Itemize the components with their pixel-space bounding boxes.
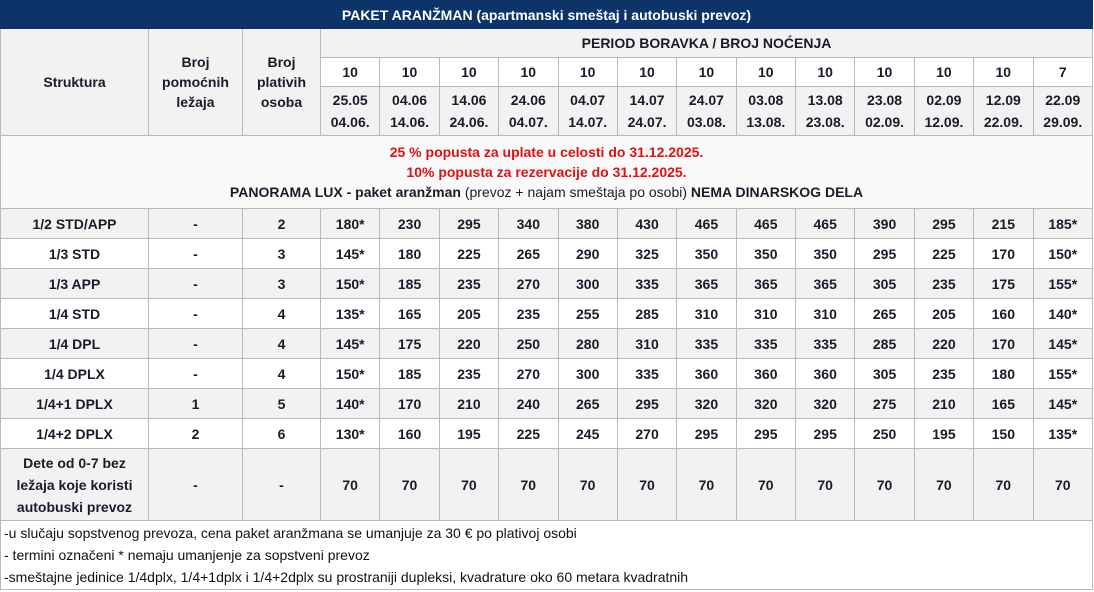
price-cell: 250 [499,329,558,359]
nights-count: 10 [855,58,914,87]
note-asterisk: - termini označeni * nemaju umanjenje za sopstveni prevoz [4,547,370,563]
price-cell: 235 [914,359,973,389]
price-cell: 320 [736,389,795,419]
period-from: 14.06 [451,92,487,108]
price-cell: 290 [558,239,617,269]
price-cell: 70 [974,449,1033,521]
price-cell: 255 [558,299,617,329]
nights-count: 10 [321,58,380,87]
structure-cell: 1/4+2 DPLX [1,419,149,449]
promo-line-3 [1,182,1092,202]
period-to: 12.09. [924,114,964,130]
paying-persons-cell: 3 [243,269,321,299]
price-cell: 195 [439,419,498,449]
price-cell: 150* [321,359,380,389]
price-cell: 295 [914,209,973,239]
promo-block [1,136,1093,209]
no-dinar-part: NEMA DINARSKOG DELA [690,184,864,200]
price-cell: 325 [617,239,676,269]
period-to: 14.07. [568,114,608,130]
price-cell: 70 [380,449,439,521]
price-cell: 175 [974,269,1033,299]
price-cell: 265 [558,389,617,419]
structure-cell: 1/3 APP [1,269,149,299]
period-from: 03.08 [748,92,784,108]
promo-line-2: 10% popusta za rezervacije do 31.12.2025. [406,164,687,180]
price-cell: 205 [914,299,973,329]
paying-persons-cell: 6 [243,419,321,449]
paying-persons-cell: 4 [243,299,321,329]
price-cell: 70 [796,449,855,521]
note-own-transport: -u slučaju sopstvenog prevoza, cena paket aranžmana se umanjuje za 30 € po plativoj osobi [4,525,577,541]
period-to: 13.08. [746,114,786,130]
extra-beds-cell: 2 [149,419,243,449]
price-cell: 270 [499,269,558,299]
price-cell: 285 [855,329,914,359]
price-cell: 135* [321,299,380,329]
price-cell: 295 [617,389,676,419]
period-to: 24.07. [627,114,667,130]
price-cell: 295 [677,419,736,449]
price-cell: 285 [617,299,676,329]
extra-beds-cell: - [149,329,243,359]
nights-count: 10 [677,58,736,87]
header-plativih-osoba: Broj plativih osoba [243,29,321,136]
header-struktura: Struktura [1,29,149,136]
price-cell: 160 [380,419,439,449]
price-cell: 150* [321,269,380,299]
period-to: 22.09. [983,114,1023,130]
price-cell: 145* [321,239,380,269]
price-cell: 365 [736,269,795,299]
paying-persons-cell: 3 [243,239,321,269]
price-cell: 295 [736,419,795,449]
promo-line-1: 25 % popusta za uplate u celosti do 31.12.2025. [389,144,704,160]
price-cell: 230 [380,209,439,239]
period-dates [796,87,855,136]
paying-persons-cell: 5 [243,389,321,419]
period-dates [321,87,380,136]
structure-cell: Dete od 0-7 bez ležaja koje koristi autobuski prevoz [1,449,149,521]
price-cell: 220 [439,329,498,359]
price-cell: 275 [855,389,914,419]
price-cell: 245 [558,419,617,449]
price-cell: 300 [558,269,617,299]
price-cell: 465 [736,209,795,239]
period-from: 13.08 [807,92,843,108]
price-cell: 335 [617,269,676,299]
price-cell: 170 [974,239,1033,269]
price-cell: 390 [855,209,914,239]
price-cell: 195 [914,419,973,449]
price-cell: 465 [796,209,855,239]
table-row [1,359,1093,389]
package-name: PANORAMA LUX - paket aranžman [229,184,461,200]
period-from: 02.09 [926,92,962,108]
period-to: 29.09. [1043,114,1083,130]
structure-cell: 1/4 STD [1,299,149,329]
price-cell: 350 [736,239,795,269]
price-cell: 135* [1033,419,1093,449]
price-cell: 145* [1033,329,1093,359]
price-cell: 350 [796,239,855,269]
price-cell: 70 [499,449,558,521]
table-row [1,209,1093,239]
extra-beds-cell: - [149,269,243,299]
nights-count: 10 [914,58,973,87]
price-cell: 335 [736,329,795,359]
period-to: 14.06. [390,114,430,130]
price-cell: 280 [558,329,617,359]
child-row [1,449,1093,521]
structure-cell: 1/2 STD/APP [1,209,149,239]
period-from: 04.06 [392,92,428,108]
period-dates [855,87,914,136]
nights-count: 10 [796,58,855,87]
price-cell: 360 [677,359,736,389]
price-cell: 295 [796,419,855,449]
price-cell: 250 [855,419,914,449]
price-cell: 70 [677,449,736,521]
period-dates [380,87,439,136]
period-to: 03.08. [686,114,726,130]
price-cell: 70 [1033,449,1093,521]
price-cell: 320 [796,389,855,419]
price-cell: 165 [974,389,1033,419]
price-cell: 165 [380,299,439,329]
price-cell: 380 [558,209,617,239]
price-cell: 360 [796,359,855,389]
period-to: 02.09. [865,114,905,130]
price-cell: 170 [380,389,439,419]
paying-persons-cell: 4 [243,359,321,389]
price-cell: 265 [499,239,558,269]
structure-cell: 1/3 STD [1,239,149,269]
price-cell: 365 [677,269,736,299]
price-cell: 155* [1033,269,1093,299]
price-cell: 320 [677,389,736,419]
price-cell: 270 [499,359,558,389]
period-from: 14.07 [629,92,665,108]
period-to: 24.06. [449,114,489,130]
structure-cell: 1/4+1 DPLX [1,389,149,419]
price-cell: 335 [617,359,676,389]
price-cell: 220 [914,329,973,359]
price-cell: 265 [855,299,914,329]
price-cell: 210 [914,389,973,419]
extra-beds-cell: - [149,239,243,269]
price-cell: 295 [855,239,914,269]
price-cell: 180 [974,359,1033,389]
price-cell: 235 [439,359,498,389]
price-cell: 310 [796,299,855,329]
price-cell: 145* [1033,389,1093,419]
price-cell: 270 [617,419,676,449]
period-dates [617,87,676,136]
price-cell: 170 [974,329,1033,359]
price-cell: 225 [914,239,973,269]
price-cell: 465 [677,209,736,239]
table-row [1,389,1093,419]
period-dates [1033,87,1093,136]
price-cell: 70 [855,449,914,521]
period-dates [499,87,558,136]
note-duplex: -smeštajne jedinice 1/4dplx, 1/4+1dplx i 1/4+2dplx su prostraniji dupleksi, kvadrature oko 60 metara kvadratnih [4,569,689,585]
price-cell: 210 [439,389,498,419]
nights-count: 10 [617,58,676,87]
price-cell: 70 [914,449,973,521]
extra-beds-cell: - [149,449,243,521]
price-cell: 70 [558,449,617,521]
table-title: PAKET ARANŽMAN (apartmanski smeštaj i autobuski prevoz) [1,1,1093,29]
extra-beds-cell: - [149,209,243,239]
price-cell: 235 [439,269,498,299]
price-cell: 150* [1033,239,1093,269]
period-dates [558,87,617,136]
nights-count: 10 [974,58,1033,87]
nights-count: 10 [380,58,439,87]
price-cell: 335 [677,329,736,359]
period-to: 23.08. [805,114,845,130]
price-cell: 235 [914,269,973,299]
price-cell: 300 [558,359,617,389]
price-cell: 145* [321,329,380,359]
price-cell: 175 [380,329,439,359]
price-cell: 70 [736,449,795,521]
price-cell: 180 [380,239,439,269]
price-cell: 140* [321,389,380,419]
price-cell: 305 [855,359,914,389]
price-cell: 340 [499,209,558,239]
price-cell: 225 [499,419,558,449]
price-cell: 310 [617,329,676,359]
price-cell: 295 [439,209,498,239]
period-from: 23.08 [867,92,903,108]
nights-count: 10 [499,58,558,87]
price-cell: 430 [617,209,676,239]
period-to: 04.07. [508,114,548,130]
price-cell: 130* [321,419,380,449]
price-cell: 185 [380,359,439,389]
table-row [1,239,1093,269]
price-cell: 365 [796,269,855,299]
period-from: 22.09 [1045,92,1081,108]
table-row [1,329,1093,359]
structure-cell: 1/4 DPLX [1,359,149,389]
price-cell: 235 [499,299,558,329]
notes [1,521,1093,590]
price-cell: 70 [439,449,498,521]
header-pomocni-lezaji: Broj pomoćnih ležaja [149,29,243,136]
paying-persons-cell: - [243,449,321,521]
package-description: (prevoz + najam smeštaja po osobi) [460,184,691,200]
price-cell: 180* [321,209,380,239]
period-to: 04.06. [330,114,370,130]
nights-count: 10 [439,58,498,87]
price-cell: 305 [855,269,914,299]
price-cell: 185 [380,269,439,299]
period-dates [736,87,795,136]
price-cell: 225 [439,239,498,269]
price-cell: 150 [974,419,1033,449]
period-from: 04.07 [570,92,606,108]
extra-beds-cell: - [149,359,243,389]
price-cell: 155* [1033,359,1093,389]
period-from: 24.06 [510,92,546,108]
price-cell: 70 [617,449,676,521]
price-cell: 205 [439,299,498,329]
price-cell: 160 [974,299,1033,329]
header-period: PERIOD BORAVKA / BROJ NOĆENJA [321,29,1093,58]
nights-count: 7 [1033,58,1093,87]
price-cell: 335 [796,329,855,359]
nights-count: 10 [736,58,795,87]
price-cell: 70 [321,449,380,521]
price-cell: 215 [974,209,1033,239]
price-cell: 185* [1033,209,1093,239]
period-dates [974,87,1033,136]
paying-persons-cell: 2 [243,209,321,239]
price-cell: 360 [736,359,795,389]
paying-persons-cell: 4 [243,329,321,359]
period-from: 24.07 [688,92,724,108]
table-row [1,419,1093,449]
extra-beds-cell: 1 [149,389,243,419]
price-cell: 140* [1033,299,1093,329]
price-cell: 310 [677,299,736,329]
period-dates [914,87,973,136]
price-cell: 310 [736,299,795,329]
price-cell: 240 [499,389,558,419]
period-dates [677,87,736,136]
period-from: 25.05 [332,92,368,108]
table-row [1,269,1093,299]
price-cell: 350 [677,239,736,269]
period-from: 12.09 [985,92,1021,108]
nights-count: 10 [558,58,617,87]
extra-beds-cell: - [149,299,243,329]
period-dates [439,87,498,136]
structure-cell: 1/4 DPL [1,329,149,359]
table-row [1,299,1093,329]
